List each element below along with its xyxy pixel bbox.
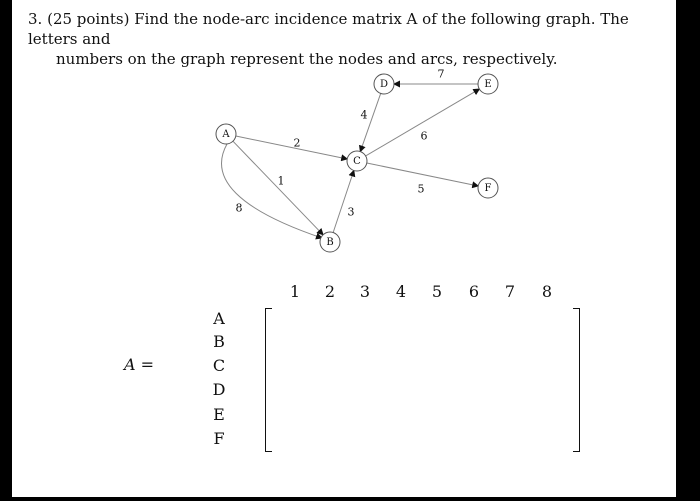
- arc-label-6: 6: [420, 129, 428, 143]
- matrix-col-label-6: 6: [468, 282, 480, 301]
- matrix-right-bracket: [573, 308, 580, 452]
- problem-line-1: (25 points) Find the node-arc incidence matrix A of the following graph. The letters and: [28, 10, 629, 48]
- problem-number: 3.: [28, 10, 43, 28]
- node-label-a: A: [222, 129, 230, 140]
- arc-4: [360, 93, 380, 151]
- node-label-b: B: [326, 237, 334, 248]
- matrix-col-label-4: 4: [395, 282, 407, 301]
- arc-2: [236, 136, 347, 159]
- matrix-left-bracket: [265, 308, 272, 452]
- node-e: [478, 74, 498, 94]
- arc-label-7: 7: [437, 67, 445, 81]
- document-page: [12, 0, 676, 497]
- matrix-row-label-b: B: [213, 332, 225, 351]
- arc-8: [222, 144, 322, 238]
- problem-line-2: numbers on the graph represent the nodes and arcs, respectively.: [56, 50, 558, 68]
- matrix-row-label-e: E: [213, 405, 225, 424]
- arc-label-8: 8: [235, 201, 243, 215]
- matrix-row-label-f: F: [213, 429, 225, 448]
- node-label-e: E: [484, 79, 492, 90]
- node-label-c: C: [353, 156, 361, 167]
- matrix-row-label-a: A: [213, 309, 225, 328]
- node-d: [374, 74, 394, 94]
- matrix-name: A: [124, 355, 136, 374]
- arc-label-1: 1: [277, 174, 285, 188]
- node-label-f: F: [484, 183, 492, 194]
- arc-3: [333, 170, 354, 232]
- matrix-col-label-5: 5: [431, 282, 443, 301]
- matrix-col-label-1: 1: [289, 282, 301, 301]
- node-b: [320, 232, 340, 252]
- matrix-col-label-8: 8: [541, 282, 553, 301]
- matrix-row-label-c: C: [212, 356, 226, 375]
- arc-label-3: 3: [347, 205, 355, 219]
- matrix-col-label-3: 3: [359, 282, 371, 301]
- arc-6: [366, 89, 480, 156]
- node-c: [347, 151, 367, 171]
- arc-label-2: 2: [293, 136, 301, 150]
- arc-label-5: 5: [417, 182, 425, 196]
- node-f: [478, 178, 498, 198]
- matrix-col-label-7: 7: [504, 282, 516, 301]
- node-a: [216, 124, 236, 144]
- equals-sign: =: [140, 355, 155, 374]
- arc-label-4: 4: [360, 108, 368, 122]
- matrix-col-label-2: 2: [324, 282, 336, 301]
- node-label-d: D: [379, 79, 389, 90]
- matrix-row-label-d: D: [212, 380, 226, 399]
- matrix-equation-label: [124, 355, 154, 374]
